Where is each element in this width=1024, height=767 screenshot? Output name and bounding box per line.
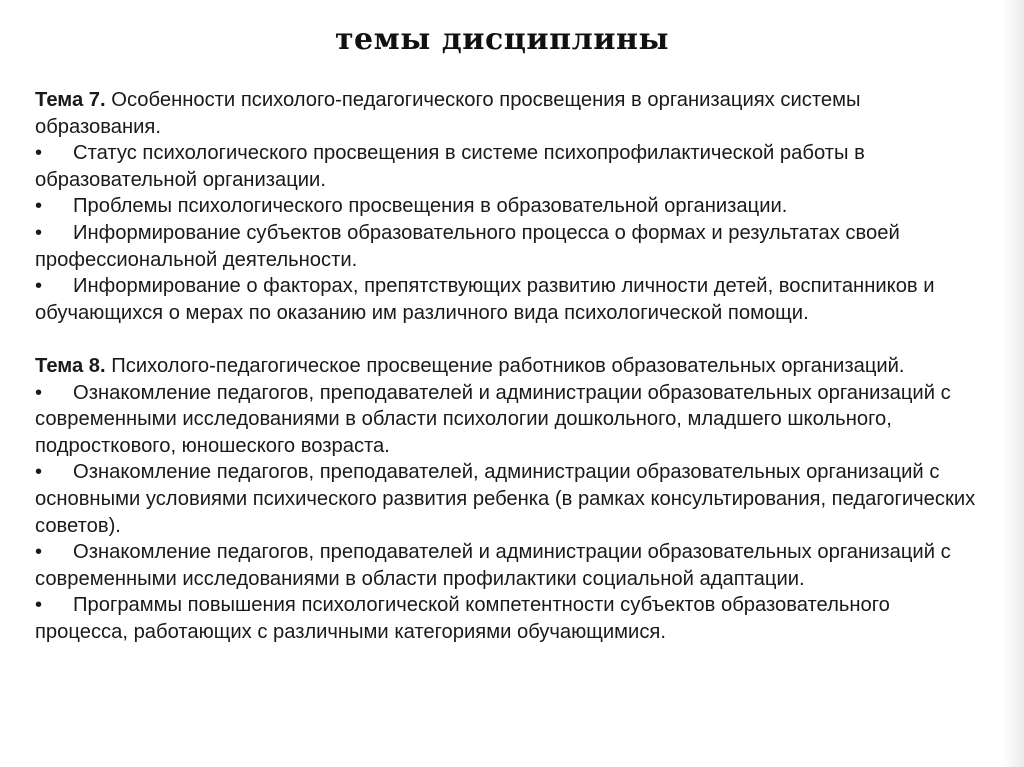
- list-item: [35, 220, 980, 273]
- bullet-icon: •: [35, 381, 43, 404]
- bullet-icon: •: [35, 275, 43, 298]
- list-item: [35, 459, 980, 539]
- bullet-icon: •: [35, 142, 43, 165]
- bullet-text: Информирование о факторах, препятствующих развитию личности детей, воспитанников и обучающихся о мерах по оказанию им различного вида психологической помощи.: [35, 275, 935, 324]
- list-item: [35, 539, 980, 592]
- topic-7-title: Особенности психолого-педагогического просвещения в организациях системы образования.: [35, 89, 861, 138]
- topic-spacer: [35, 326, 980, 353]
- topic-7-bullet-list: [35, 140, 980, 326]
- topic-8-title: Психолого-педагогическое просвещение работников образовательных организаций.: [111, 354, 905, 377]
- bullet-text: Ознакомление педагогов, преподавателей и администрации образовательных организаций с современными исследованиями в области психологии дошкольного, младшего школьного, подросткового, юношеского возраста.: [35, 381, 951, 457]
- bullet-text: Статус психологического просвещения в системе психопрофилактической работы в образовательной организации.: [35, 142, 865, 191]
- topic-8-bullet-list: [35, 380, 980, 646]
- bullet-icon: •: [35, 221, 43, 244]
- list-item: [35, 273, 980, 326]
- bullet-icon: •: [35, 195, 43, 218]
- bullet-text: Ознакомление педагогов, преподавателей, администрации образовательных организаций с основными условиями психического развития ребенка (в рамках консультирования, педагогических советов).: [35, 461, 976, 537]
- list-item: [35, 140, 980, 193]
- topic-8-section: [35, 353, 980, 646]
- bullet-icon: •: [35, 461, 43, 484]
- list-item: [35, 380, 980, 460]
- bullet-text: Программы повышения психологической компетентности субъектов образовательного процесса, работающих с различными категориями обучающимися.: [35, 594, 890, 643]
- bullet-text: Ознакомление педагогов, преподавателей и администрации образовательных организаций с современными исследованиями в области профилактики социальной адаптации.: [35, 541, 951, 590]
- topic-7-label: Тема 7.: [35, 89, 106, 111]
- topic-8-heading: [35, 353, 980, 380]
- bullet-text: Информирование субъектов образовательного процесса о формах и результатах своей профессиональной деятельности.: [35, 221, 900, 271]
- edge-shadow: [1002, 0, 1024, 767]
- bullet-icon: •: [35, 541, 43, 564]
- topic-7-heading: [35, 87, 980, 140]
- topic-8-label: Тема 8.: [35, 354, 106, 377]
- topic-7-section: [35, 87, 980, 326]
- slide-title: темы дисциплины: [334, 22, 670, 57]
- list-item: [35, 193, 980, 220]
- list-item: [35, 592, 980, 645]
- bullet-icon: •: [35, 594, 43, 617]
- bullet-text: Проблемы психологического просвещения в образовательной организации.: [73, 195, 788, 218]
- slide-body: [35, 87, 980, 645]
